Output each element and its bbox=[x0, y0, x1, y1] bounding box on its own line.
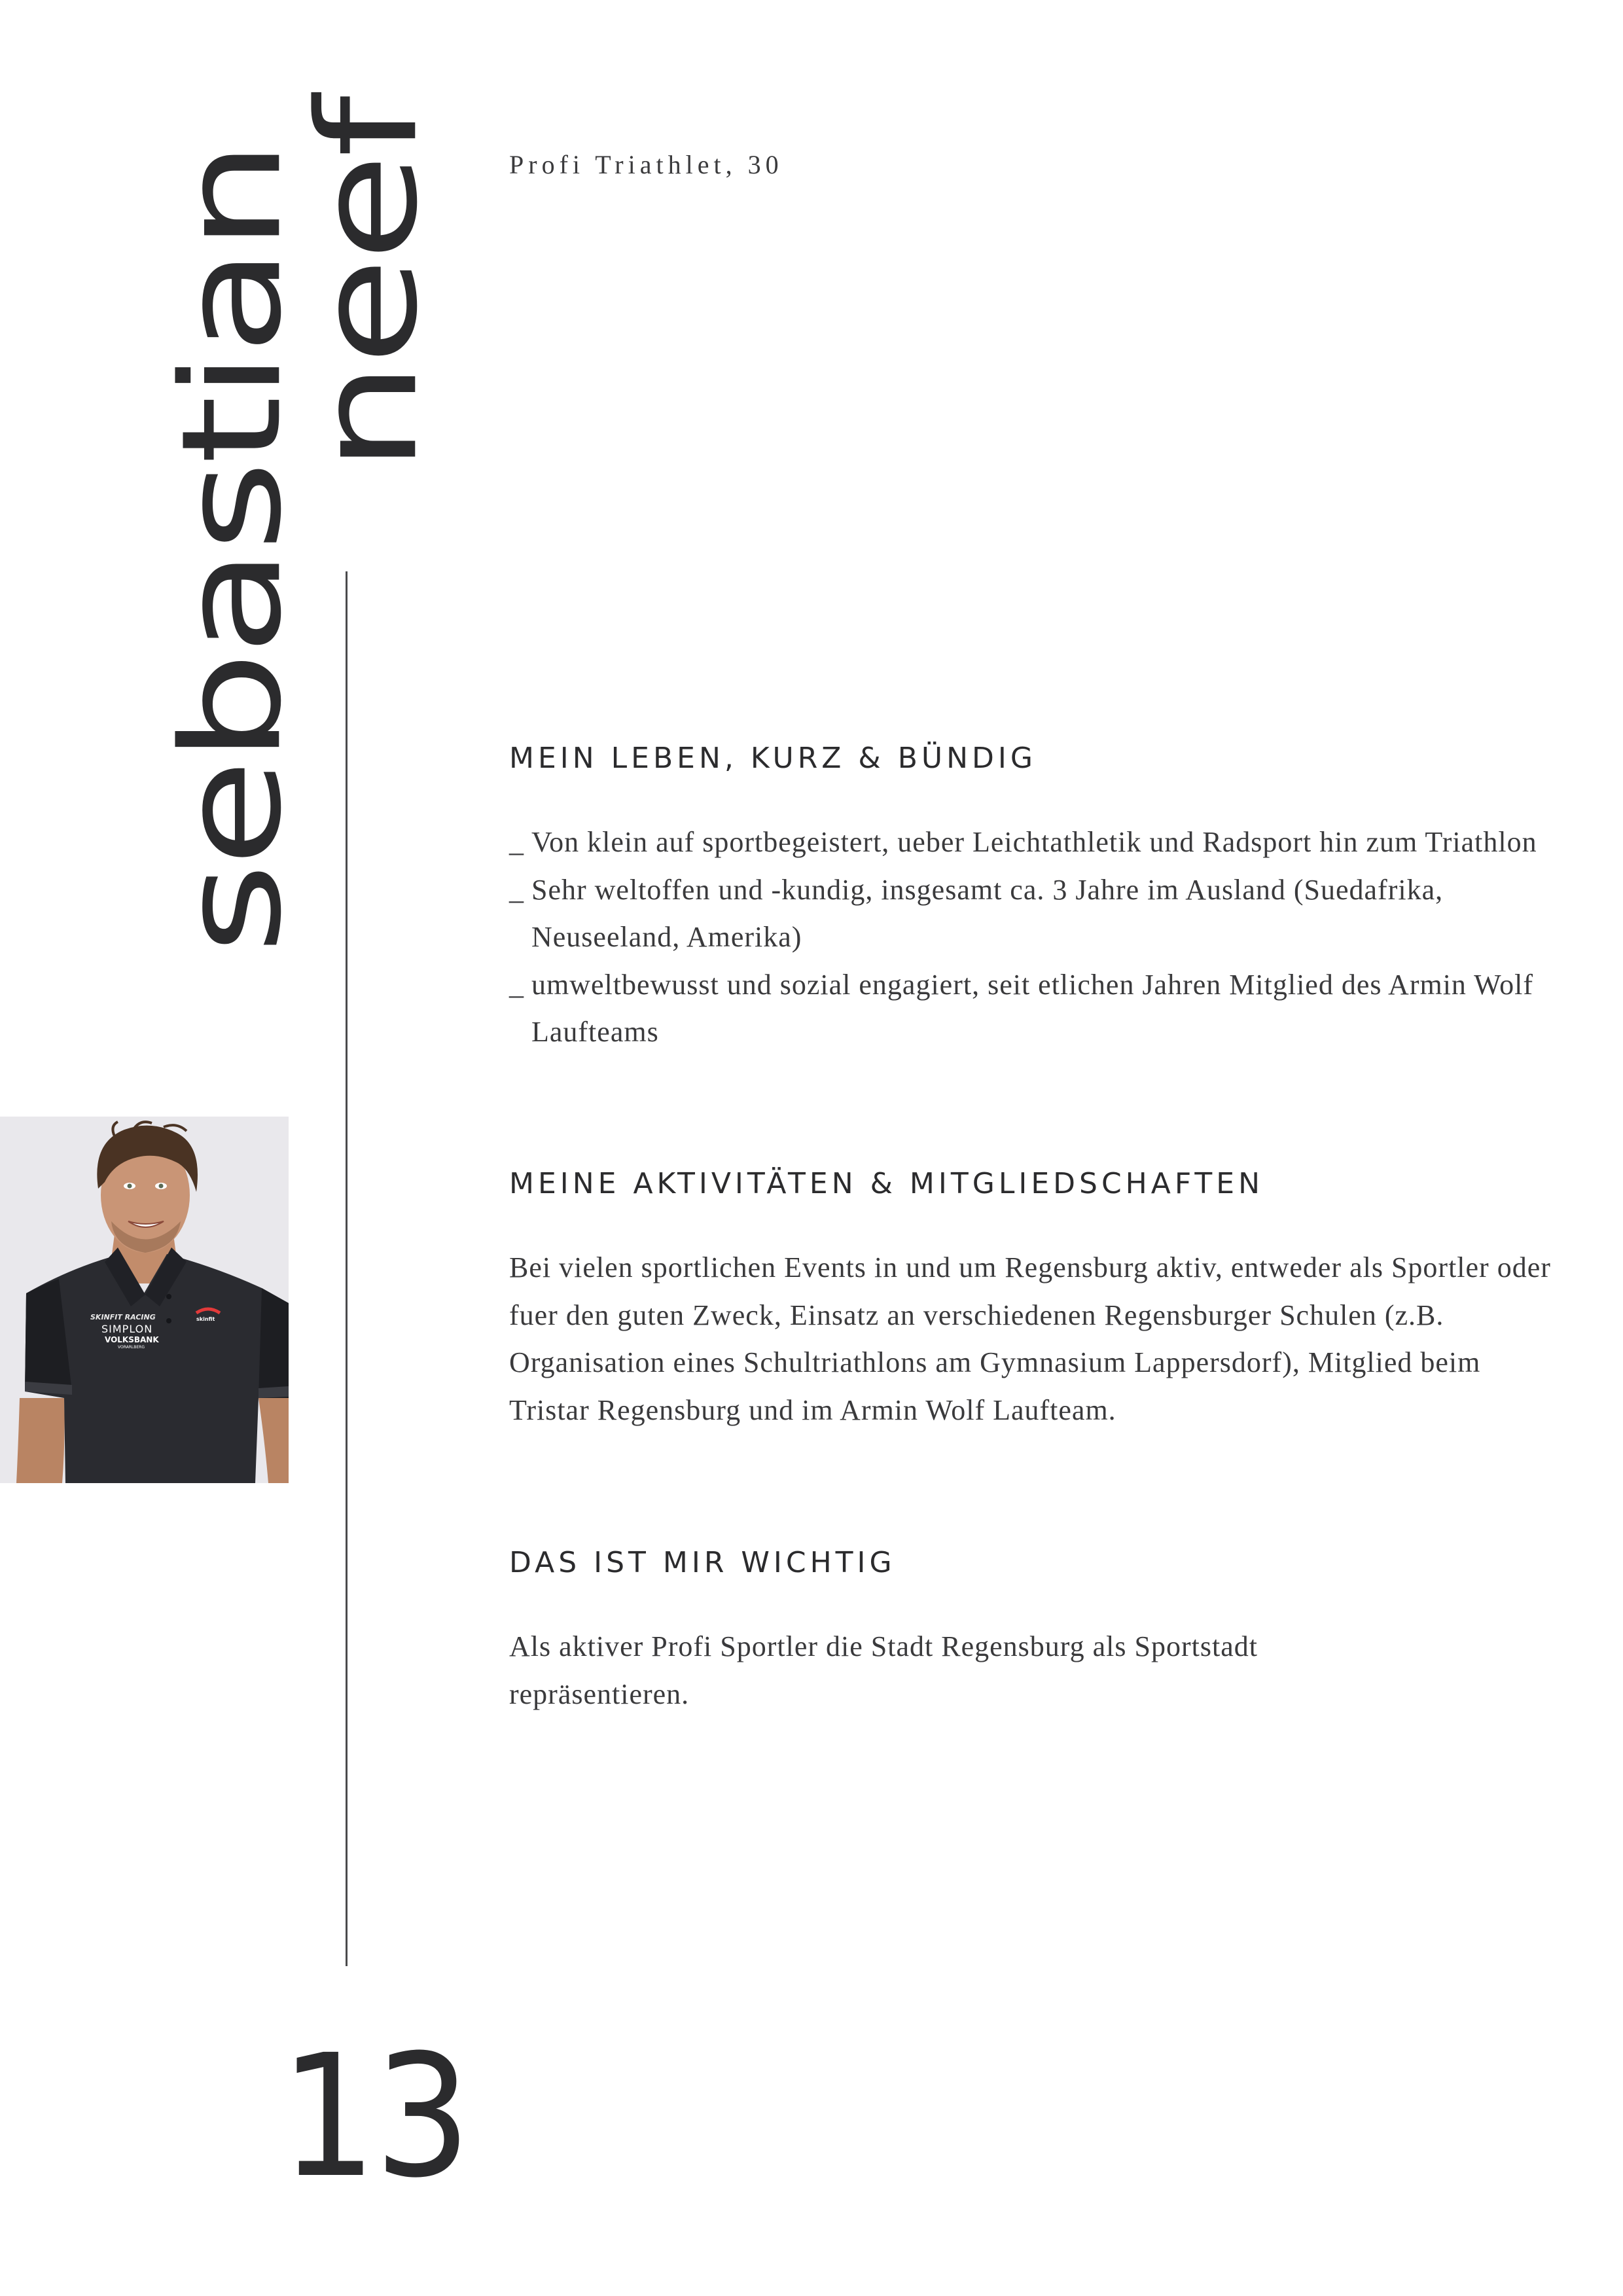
portrait-photo bbox=[0, 1117, 289, 1483]
list-item bbox=[509, 961, 1556, 1056]
list-item bbox=[509, 819, 1556, 867]
logo-bank: VOLKSBANK bbox=[105, 1335, 159, 1344]
shirt-button bbox=[166, 1294, 171, 1299]
list-item-text: umweltbewusst und sozial engagiert, seit etlichen Jahren Mitglied des Armin Wolf Laufteams bbox=[531, 968, 1534, 1048]
first-name-vertical: sebastian bbox=[152, 143, 312, 954]
bullet-mark: _ bbox=[509, 873, 524, 906]
section-life-summary bbox=[509, 740, 1556, 1056]
section-heading: DAS IST MIR WICHTIG bbox=[509, 1546, 896, 1579]
section-body: Als aktiver Profi Sportler die Stadt Regensburg als Sportstadt repräsentieren. bbox=[509, 1630, 1258, 1710]
list-item-text: Von klein auf sportbegeistert, ueber Leichtathletik und Radsport hin zum Triathlon bbox=[531, 826, 1537, 858]
bullet-list bbox=[509, 819, 1556, 1056]
bullet-mark: _ bbox=[509, 826, 524, 858]
list-item-text: Sehr weltoffen und -kundig, insgesamt ca. 3 Jahre im Ausland (Suedafrika, Neuseeland, Amerika) bbox=[531, 873, 1444, 953]
list-item bbox=[509, 867, 1556, 961]
section-activities bbox=[509, 1166, 1556, 1434]
shirt-button bbox=[166, 1318, 171, 1323]
logo-bike: SIMPLON bbox=[101, 1323, 153, 1335]
subtitle: Profi Triathlet, 30 bbox=[509, 150, 783, 179]
left-arm bbox=[16, 1398, 65, 1483]
logo-brand: skinfit bbox=[196, 1316, 215, 1322]
left-iris bbox=[128, 1184, 132, 1189]
section-body: Bei vielen sportlichen Events in und um Regensburg aktiv, entweder als Sportler oder fuer den guten Zweck, Einsatz an verschiedenen Regensburger Schulen (z.B. Organisation eines Schultriathlons am Gymnasium Lappersdorf), Mitglied beim Tristar Regensburg und im Armin Wolf Laufteam. bbox=[509, 1251, 1551, 1426]
right-sleeve-cuff bbox=[259, 1386, 289, 1398]
section-heading: MEIN LEBEN, KURZ & BÜNDIG bbox=[509, 742, 1037, 775]
vertical-divider bbox=[346, 571, 348, 1966]
bullet-mark: _ bbox=[509, 968, 524, 1001]
logo-bank-sub: VORARLBERG bbox=[118, 1345, 145, 1350]
section-important bbox=[509, 1545, 1556, 1718]
section-heading: MEINE AKTIVITÄTEN & MITGLIEDSCHAFTEN bbox=[509, 1167, 1264, 1200]
page-number: 13 bbox=[280, 2018, 469, 2215]
portrait-illustration bbox=[0, 1117, 289, 1483]
right-sleeve bbox=[259, 1288, 289, 1398]
right-iris bbox=[159, 1184, 164, 1189]
last-name-vertical: neef bbox=[288, 99, 448, 473]
logo-team: SKINFIT RACING bbox=[90, 1313, 156, 1321]
